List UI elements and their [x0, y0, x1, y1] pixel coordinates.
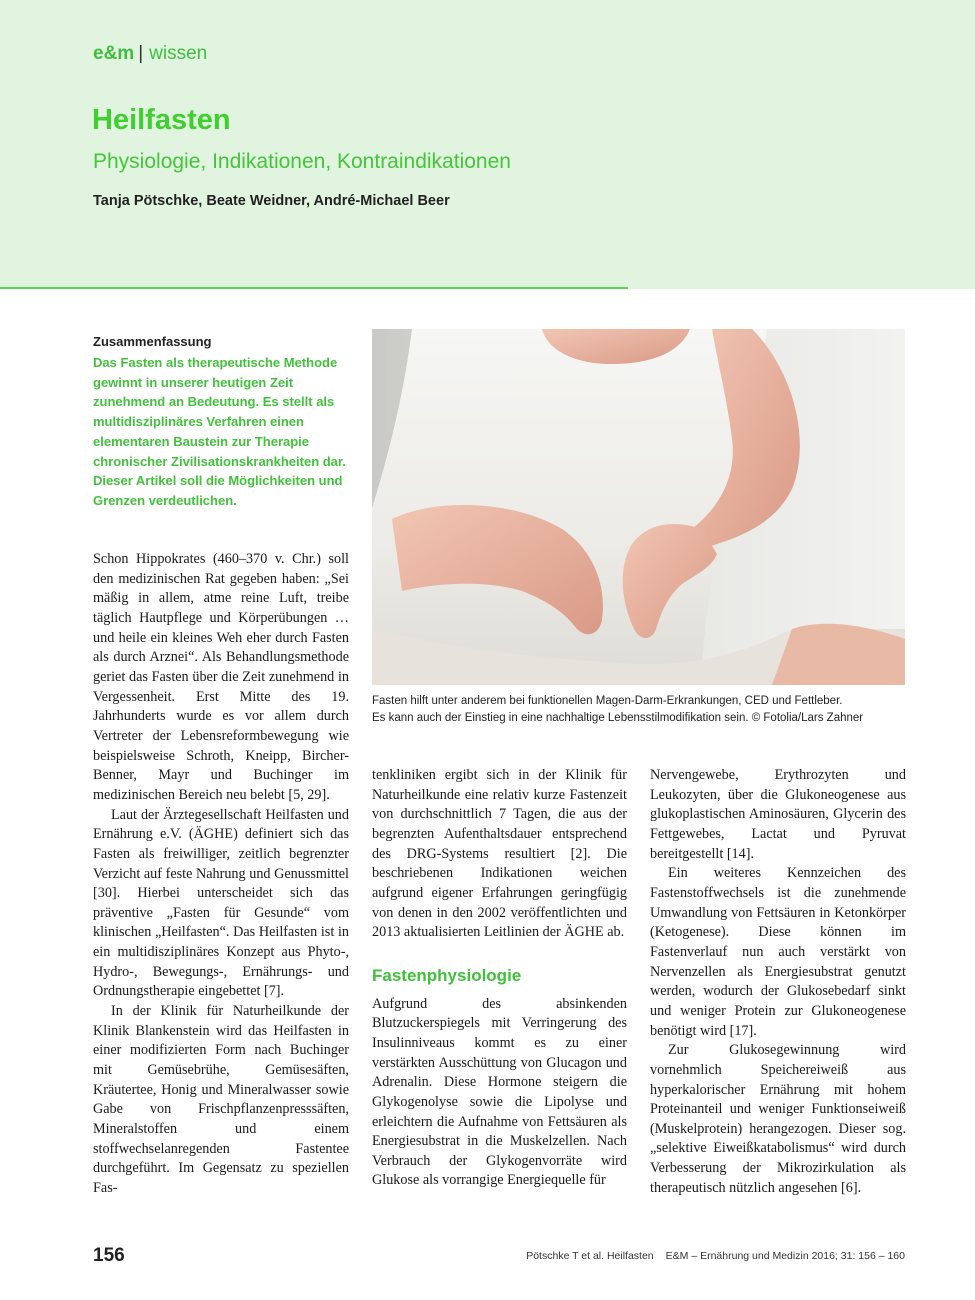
section-heading: Fastenphysiologie: [372, 965, 522, 985]
paragraph: Ein weiteres Kennzeichen des Fastenstoffwechsels ist die zunehmende Umwandlung von Fettsäuren in Ketonkörper (Ketogenese). Diese können im Fastenverlauf nun auch verstärkt von Nervenzellen als Energiesubstrat genutzt werden, wodurch der Glukosebedarf sinkt und weniger Protein zur Glukoneogenese benötigt wird [17].: [650, 865, 906, 1039]
brand-suffix: wissen: [149, 43, 208, 64]
article-title: Heilfasten: [92, 104, 231, 136]
paragraph: Zur Glukosegewinnung wird vornehmlich Speichereiweiß aus hyperkalorischer Ernährung mit hohem Proteinanteil und weniger Funktionseiweiß (Muskelprotein) herangezogen. Dieser sog. „selektive Eiweißkatabolismus“ wird durch Verbesserung der Mikrozirkulation als therapeutisch nützlich angesehen [6].: [650, 1042, 906, 1196]
footer-journal-ref: E&M – Ernährung und Medizin 2016; 31: 156 – 160: [665, 1250, 905, 1262]
body-column-1: [93, 550, 349, 1199]
page-number: 156: [93, 1245, 125, 1266]
figure-caption-line-2: Es kann auch der Einstieg in eine nachhaltige Lebensstilmodifikation sein. © Fotolia/Lars Zahner: [372, 711, 864, 724]
paragraph: Nervengewebe, Erythrozyten und Leukozyten, über die Glukoneogenese aus glukoplastischen Aminosäuren, Glycerin des Fettgewebes, Lactat und Pyruvat bereitgestellt [14].: [650, 767, 906, 862]
header-rule: [0, 287, 628, 289]
body-column-2: [372, 766, 627, 1191]
paragraph: Aufgrund des absinkenden Blutzuckerspiegels mit Verringerung des Insulinniveaus kommt es zu einer verstärkten Ausschüttung von Glucagon und Adrenalin. Diese Hormone steigern die Glykogenolyse sowie die Lipolyse und erleichtern die Aufnahme von Fettsäuren als Energiesubstrat in die Muskelzellen. Nach Verbrauch der Glykogenvorräte wird Glukose als vorrangige Energiequelle für: [372, 995, 627, 1189]
figure-caption: [372, 693, 912, 726]
running-footer: [526, 1250, 905, 1262]
paragraph: tenkliniken ergibt sich in der Klinik für Naturheilkunde eine relativ kurze Fastenzeit von durchschnittlich 7 Tagen, die aus der begrenzten Aufenthaltsdauer entsprechend des DRG-Systems resultiert [2]. Die beschriebenen Indikationen weichen aufgrund eigener Erfahrungen geringfügig von denen in den 2002 veröffentlichten und 2013 aktualisierten Leitlinien der ÄGHE ab.: [372, 767, 627, 941]
brand-prefix: e&m: [93, 43, 135, 64]
abstract-text: Das Fasten als therapeutische Methode gewinnt in unserer heutigen Zeit zunehmend an Bedeutung. Es stellt als multidisziplinäres Verfahren einen elementaren Baustein zur Therapie chronischer Zivilisationskrankheiten dar. Dieser Artikel soll die Möglichkeiten und Grenzen verdeutlichen.: [93, 355, 346, 508]
photo-illustration: [372, 329, 905, 685]
footer-short-ref: Pötschke T et al. Heilfasten: [526, 1250, 654, 1262]
article-photo: [372, 329, 905, 685]
brand-label: e&m | wissen: [93, 43, 208, 64]
article-authors: Tanja Pötschke, Beate Weidner, André-Michael Beer: [93, 193, 450, 209]
article-subtitle: Physiologie, Indikationen, Kontraindikationen: [93, 150, 511, 173]
paragraph: Laut der Ärztegesellschaft Heilfasten und Ernährung e.V. (ÄGHE) definiert sich das Fasten als freiwilliger, zeitlich begrenzter Verzicht auf feste Nahrung und Genussmittel [30]. Hierbei unterscheidet sich das präventive „Fasten für Gesunde“ vom klinischen „Heilfasten“. Das Heilfasten ist in ein multidisziplinäres Konzept aus Phyto-, Hydro-, Bewegungs-, Ernährungs- und Ordnungstherapie eingebettet [7].: [93, 806, 349, 1000]
body-column-3: [650, 766, 906, 1198]
paragraph: Schon Hippokrates (460–370 v. Chr.) soll den medizinischen Rat gegeben haben: „Sei mäßig in allem, atme reine Luft, treibe täglich Hautpflege und Körperübungen … und heile ein kleines Weh eher durch Fasten als durch Arznei“. Als Behandlungsmethode geriet das Fasten über die Zeit zunehmend in Vergessenheit. Erst Mitte des 19. Jahrhunderts wurde es vor allem durch Vertreter der Lebensreformbewegung wie beispielsweise Schroth, Kneipp, Bircher-Benner, Mayr und Buchinger im medizinischen Bereich neu belebt [5, 29].: [93, 551, 349, 803]
abstract-heading: Zusammenfassung: [93, 334, 212, 349]
figure-caption-line-1: Fasten hilft unter anderem bei funktionellen Magen-Darm-Erkrankungen, CED und Fettleber.: [372, 695, 843, 707]
paragraph: In der Klinik für Naturheilkunde der Klinik Blankenstein wird das Heilfasten in einer modifizierten Form nach Buchinger mit Gemüsebrühe, Gemüsesäften, Kräutertee, Honig und Mineralwasser sowie Gabe von Frischpflanzenpresssäften, Mineralstoffen und einem stoffwechselanregenden Fastentee durchgeführt. Im Gegensatz zu speziellen Fas-: [93, 1003, 349, 1196]
